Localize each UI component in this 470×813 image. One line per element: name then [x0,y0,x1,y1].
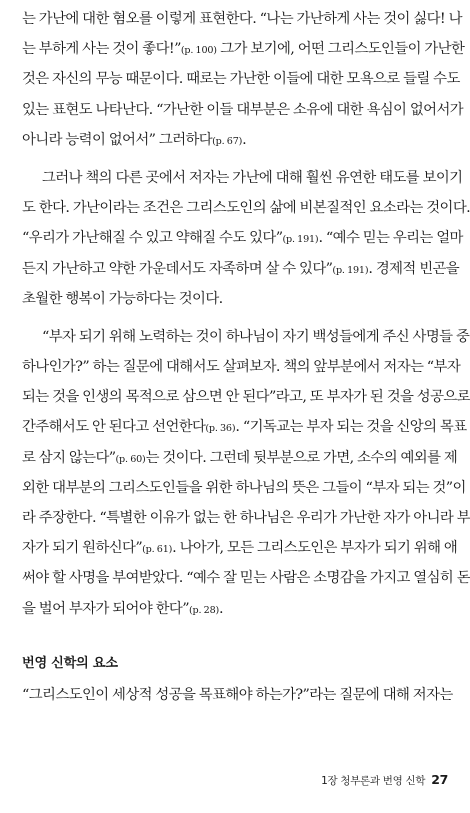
text-run: “우리가 가난해질 수 있고 약해질 수도 있다” [22,230,283,247]
page-citation: (p. 61) [142,544,173,556]
text-run: . [242,131,247,148]
text-line [22,284,450,314]
text-line [22,64,460,94]
text-run: 것은 자신의 무능 때문이다. 때로는 가난한 이들에 대한 모욕으로 들릴 수도 [22,71,460,88]
paragraph-2 [22,163,470,314]
text-line [22,163,463,193]
text-line [22,412,467,442]
text-run: . “기독교는 부자 되는 것을 신앙의 목표 [235,419,467,436]
text-run: “그리스도인이 세상적 성공을 목표해야 하는가?”라는 질문에 대해 저자는 [22,686,453,703]
text-line [22,382,470,412]
text-run: 간주해서도 안 된다고 선언한다 [22,419,206,436]
text-run: 도 한다. 가난이라는 조건은 그리스도인의 삶에 비본질적인 요소라는 것이다. [22,200,470,217]
text-run: 든지 가난하고 약한 가운데서도 자족하며 살 수 있다” [22,260,333,277]
text-run: 되는 것을 인생의 목적으로 삼으면 안 된다”라고, 또 부자가 된 것을 성공으로 [22,389,470,406]
text-line [22,473,466,503]
text-run: 자가 되기 원하신다” [22,540,143,557]
text-run: 로 삼지 않는다” [22,449,116,466]
text-line [22,125,450,155]
text-run: 는 부하게 사는 것이 좋다!” [22,41,181,58]
text-run: . 나아가, 모든 그리스도인은 부자가 되기 위해 애 [172,540,458,557]
text-line [22,594,450,624]
text-line [22,34,465,64]
text-run: 그가 보기에, 어떤 그리스도인들이 가난한 [216,41,465,58]
text-run: “부자 되기 위해 노력하는 것이 하나님이 자기 백성들에게 주신 사명들 중 [42,328,470,345]
paragraph-3 [22,322,470,624]
text-line [22,95,464,125]
running-footer-chapter: 1장 청부론과 번영 신학 [321,775,426,787]
text-run: 그러나 책의 다른 곳에서 저자는 가난에 대해 훨씬 유연한 태도를 보이기 [42,169,463,186]
section-heading: 번영 신학의 요소 [22,655,118,671]
text-line [22,503,470,533]
text-line [22,193,470,223]
page-citation: (p. 100) [180,45,217,57]
text-line [22,680,453,710]
page-citation: (p. 191) [282,234,319,246]
text-line [22,223,463,253]
text-run: 하나인가?” 하는 질문에 대해서도 살펴보자. 책의 앞부분에서 저자는 “부자 [22,359,461,376]
text-run: 있는 표현도 나타난다. “가난한 이들 대부분은 소유에 대한 욕심이 없어서가 [22,101,464,118]
text-run: . [219,600,224,617]
text-line [22,254,460,284]
page-citation: (p. 67) [212,135,243,147]
paragraph-1 [22,4,465,155]
text-run: 외한 대부분의 그리스도인들을 위한 하나님의 뜻은 그들이 “부자 되는 것”이 [22,479,466,496]
text-line [22,352,461,382]
page-body [22,4,470,710]
text-line [22,563,470,593]
text-line [22,533,458,563]
page-citation: (p. 60) [115,453,146,465]
text-run: 써야 할 사명을 부여받았다. “예수 잘 믿는 사람은 소명감을 가지고 열심히 돈 [22,570,470,587]
text-run: . 경제적 빈곤을 [368,260,460,277]
page-citation: (p. 28) [188,604,220,616]
text-run: 아니라 능력이 없어서” 그러하다 [22,131,213,148]
text-line [22,4,462,34]
text-line [22,443,458,473]
text-run: 는 가난에 대한 혐오를 이렇게 표현한다. “나는 가난하게 사는 것이 싫다! 나 [22,11,462,27]
text-run: 라 주장한다. “특별한 이유가 없는 한 하나님은 우리가 가난한 자가 아니라 부 [22,510,470,526]
page-citation: (p. 36) [205,423,236,435]
text-run: 을 벌어 부자가 되어야 한다” [22,600,189,617]
page-citation: (p. 191) [332,264,369,276]
page-number: 27 [431,772,448,787]
text-run: . “예수 믿는 우리는 얼마 [318,230,463,247]
page-footer [321,772,448,788]
text-run: 는 것이다. 그런데 뒷부분으로 가면, 소수의 예외를 제 [145,449,458,466]
text-line [22,322,470,352]
text-run: 초월한 행복이 가능하다는 것이다. [22,290,223,307]
paragraph-4 [22,680,453,710]
